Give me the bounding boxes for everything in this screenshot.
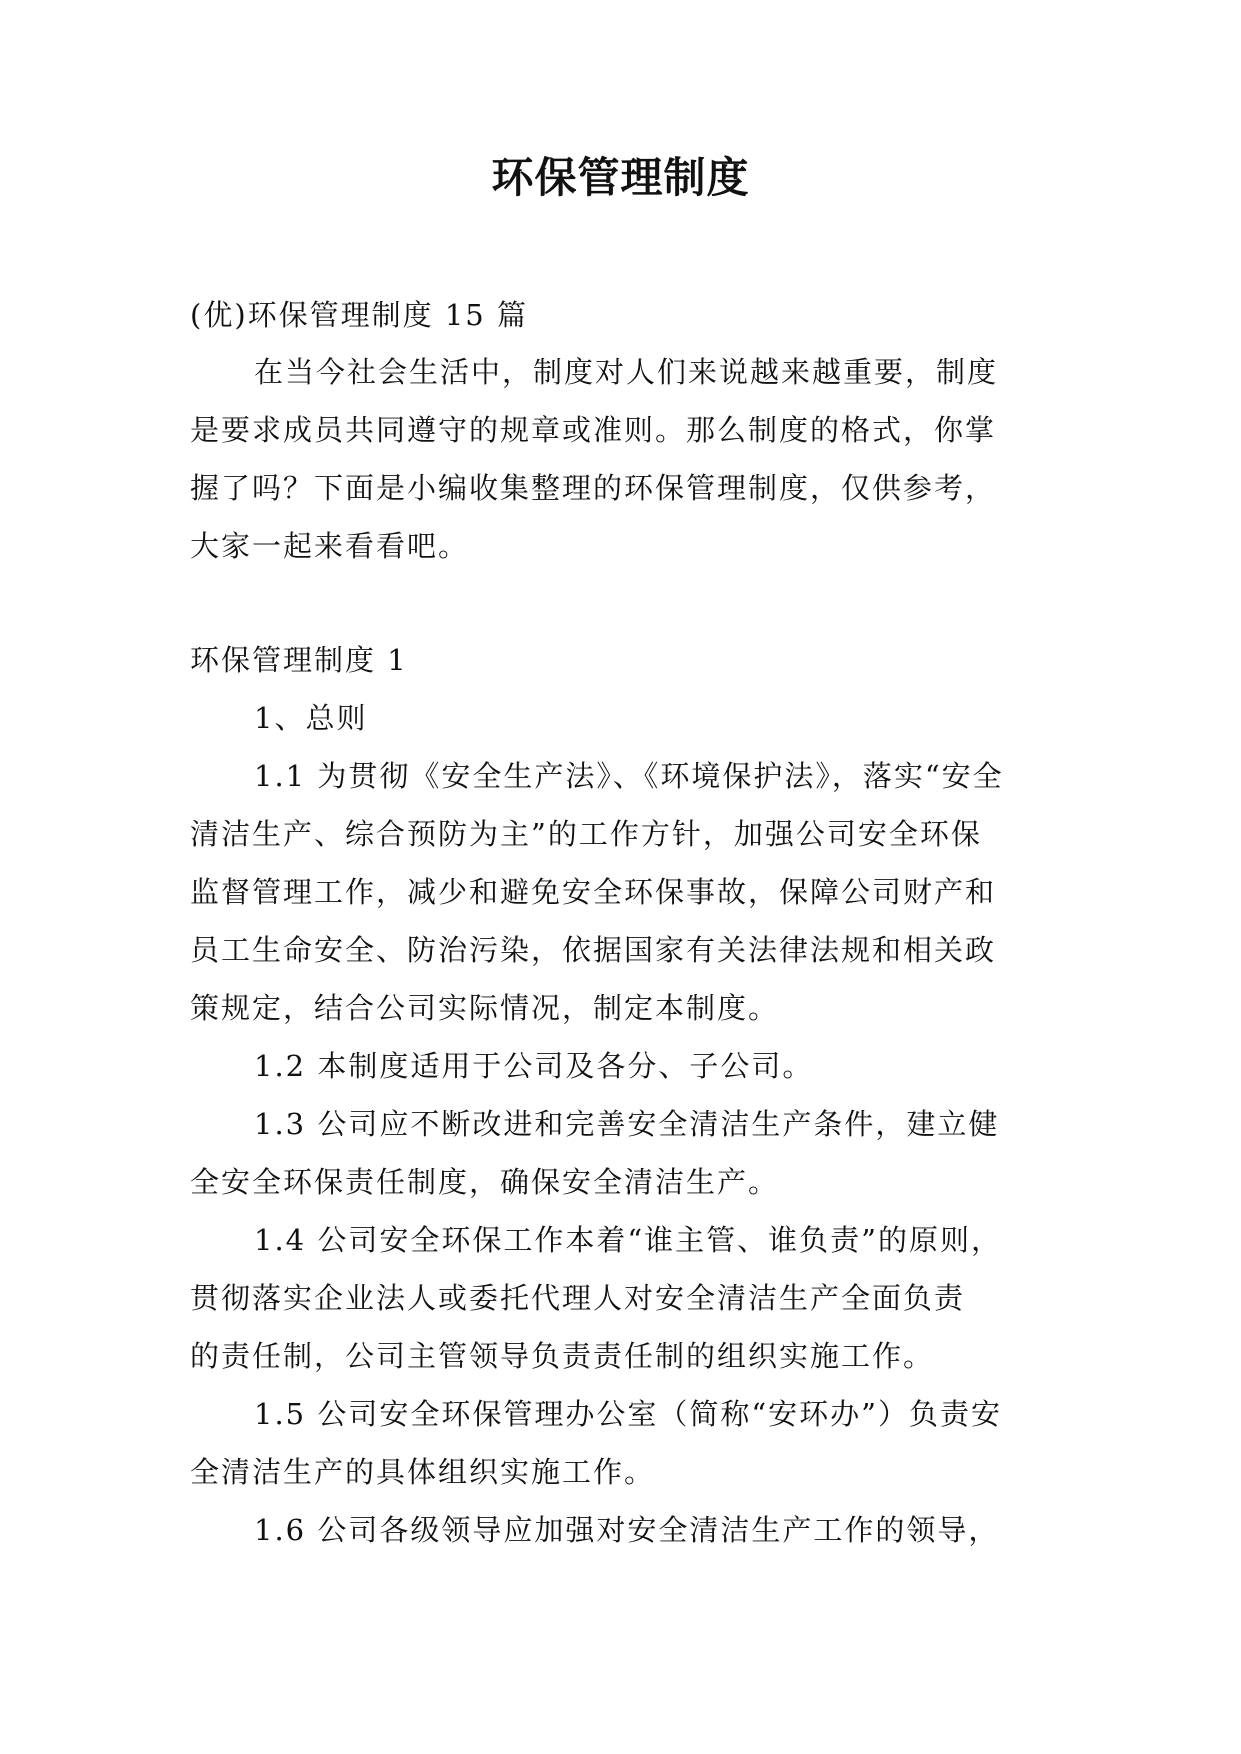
body-line: 全安全环保责任制度，确保安全清洁生产。: [190, 1165, 780, 1199]
body-line: 的责任制，公司主管领导负责责任制的组织实施工作。: [190, 1339, 935, 1373]
intro-line: 是要求成员共同遵守的规章或准则。那么制度的格式，你掌: [190, 413, 997, 447]
body-line: 监督管理工作，减少和避免安全环保事故，保障公司财产和: [190, 875, 997, 909]
body-line: 策规定，结合公司实际情况，制定本制度。: [190, 991, 780, 1025]
body-line: 员工生命安全、防治污染，依据国家有关法律法规和相关政: [190, 933, 997, 967]
body-line: 全清洁生产的具体组织实施工作。: [190, 1455, 656, 1489]
body-line: 1.4 公司安全环保工作本着“谁主管、谁负责”的原则，: [254, 1223, 1002, 1257]
intro-line: 在当今社会生活中，制度对人们来说越来越重要，制度: [254, 355, 999, 389]
body-line: 贯彻落实企业法人或委托代理人对安全清洁生产全面负责: [190, 1281, 966, 1315]
body-line: 1.5 公司安全环保管理办公室（简称“安环办”）负责安: [254, 1397, 1002, 1431]
intro-line: 大家一起来看看吧。: [190, 529, 470, 563]
body-line: 1.6 公司各级领导应加强对安全清洁生产工作的领导，: [254, 1513, 1000, 1547]
document-title: 环保管理制度: [491, 153, 750, 202]
intro-line: 握了吗？下面是小编收集整理的环保管理制度，仅供参考，: [190, 471, 997, 505]
subsection-heading: 1、总则: [254, 701, 368, 735]
body-line: 清洁生产、综合预防为主”的工作方针，加强公司安全环保: [190, 817, 982, 851]
body-line: 1.1 为贯彻《安全生产法》、《环境保护法》，落实“安全: [254, 759, 1004, 793]
section-heading: 环保管理制度 1: [190, 643, 408, 677]
body-line: 1.3 公司应不断改进和完善安全清洁生产条件，建立健: [254, 1107, 1000, 1141]
body-line: 1.2 本制度适用于公司及各分、子公司。: [254, 1049, 814, 1083]
document-subtitle: (优)环保管理制度 15 篇: [190, 298, 528, 332]
